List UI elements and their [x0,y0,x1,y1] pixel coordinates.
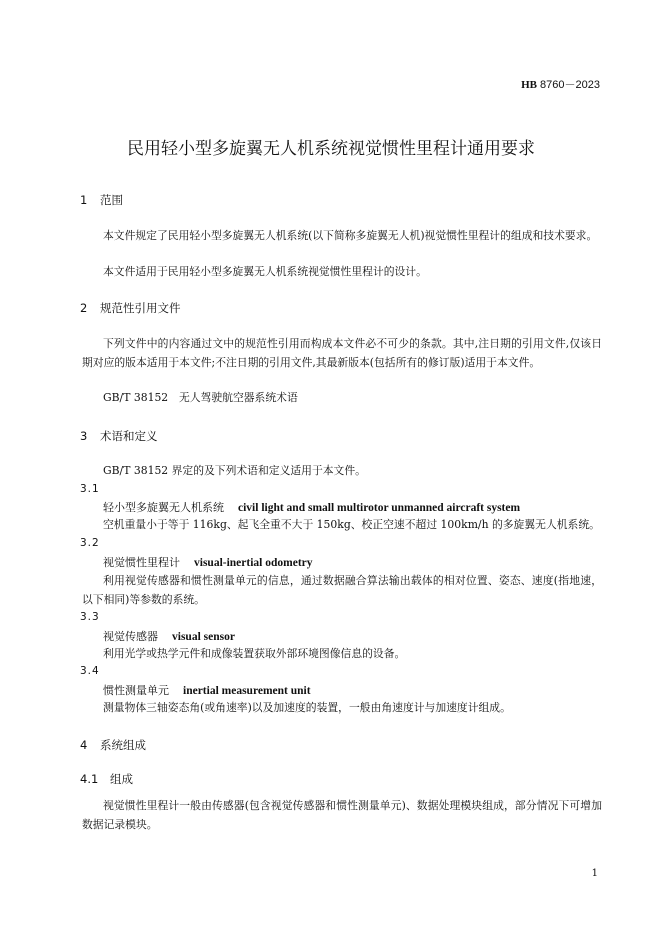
section-2-number: 2 [80,301,88,315]
term-3-4-number: 3.4 [80,665,100,677]
section-1-title: 范围 [100,193,123,207]
document-title: 民用轻小型多旋翼无人机系统视觉惯性里程计通用要求 [127,139,535,159]
section-3-number: 3 [80,429,88,443]
section-4-title: 系统组成 [100,738,146,752]
term-3-1-definition: 空机重量小于等于 116kg、起飞全重不大于 150kg、校正空速不超过 100km/h 的多旋翼无人机系统。 [103,518,600,531]
section-1-paragraph-1: 本文件规定了民用轻小型多旋翼无人机系统(以下简称多旋翼无人机)视觉惯性里程计的组成和技术要求。 [103,229,598,242]
section-3-title: 术语和定义 [100,429,158,443]
section-4-heading [80,737,146,753]
section-4-number: 4 [80,738,88,752]
term-3-2-number: 3.2 [80,537,100,549]
section-3-intro: GB/T 38152 界定的及下列术语和定义适用于本文件。 [103,464,366,477]
term-3-3-cn: 视觉传感器 [103,630,158,643]
standard-number [521,76,600,92]
term-3-1-cn: 轻小型多旋翼无人机系统 [103,501,224,514]
term-3-1-name [103,499,520,515]
section-3-heading [80,428,158,444]
page-number: 1 [591,868,598,879]
term-3-4-definition: 测量物体三轴姿态角(或角速率)以及加速度的装置，一般由角速度计与加速度计组成。 [103,701,511,714]
section-4-1-heading [80,771,133,787]
term-3-4-name [103,682,311,698]
term-3-3-number: 3.3 [80,611,100,623]
term-3-2-cn: 视觉惯性里程计 [103,556,180,569]
standard-prefix: HB [521,79,537,91]
term-3-4-en: inertial measurement unit [183,685,311,697]
term-3-4-cn: 惯性测量单元 [103,684,169,697]
section-4-1-title: 组成 [110,772,133,786]
term-3-2-definition: 利用视觉传感器和惯性测量单元的信息，通过数据融合算法输出载体的相对位置、姿态、速度(指地速，以下相同)等参数的系统。 [82,574,602,606]
term-3-1-en: civil light and small multirotor unmanned aircraft system [238,502,521,514]
section-2-paragraph-1: 下列文件中的内容通过文中的规范性引用而构成本文件必不可少的条款。其中,注日期的引用文件,仅该日期对应的版本适用于本文件;不注日期的引用文件,其最新版本(包括所有的修订版)适用于本文件。 [82,337,602,369]
standard-code: 8760－2023 [540,79,600,91]
section-1-number: 1 [80,193,88,207]
term-3-2-en: visual-inertial odometry [194,557,313,569]
term-3-3-name [103,628,235,644]
term-3-3-definition: 利用光学或热学元件和成像装置获取外部环境图像信息的设备。 [103,647,406,660]
section-4-1-paragraph-1: 视觉惯性里程计一般由传感器(包含视觉传感器和惯性测量单元)、数据处理模块组成，部分情况下可增加数据记录模块。 [82,799,602,831]
section-1-heading [80,192,123,208]
term-3-1-number: 3.1 [80,483,100,495]
normative-reference: GB/T 38152 无人驾驶航空器系统术语 [103,391,298,404]
section-1-paragraph-2: 本文件适用于民用轻小型多旋翼无人机系统视觉惯性里程计的设计。 [103,265,427,278]
term-3-3-en: visual sensor [172,631,235,643]
term-3-2-name [103,554,313,570]
section-4-1-number: 4.1 [80,772,99,786]
section-2-title: 规范性引用文件 [100,301,181,315]
section-2-heading [80,300,181,316]
